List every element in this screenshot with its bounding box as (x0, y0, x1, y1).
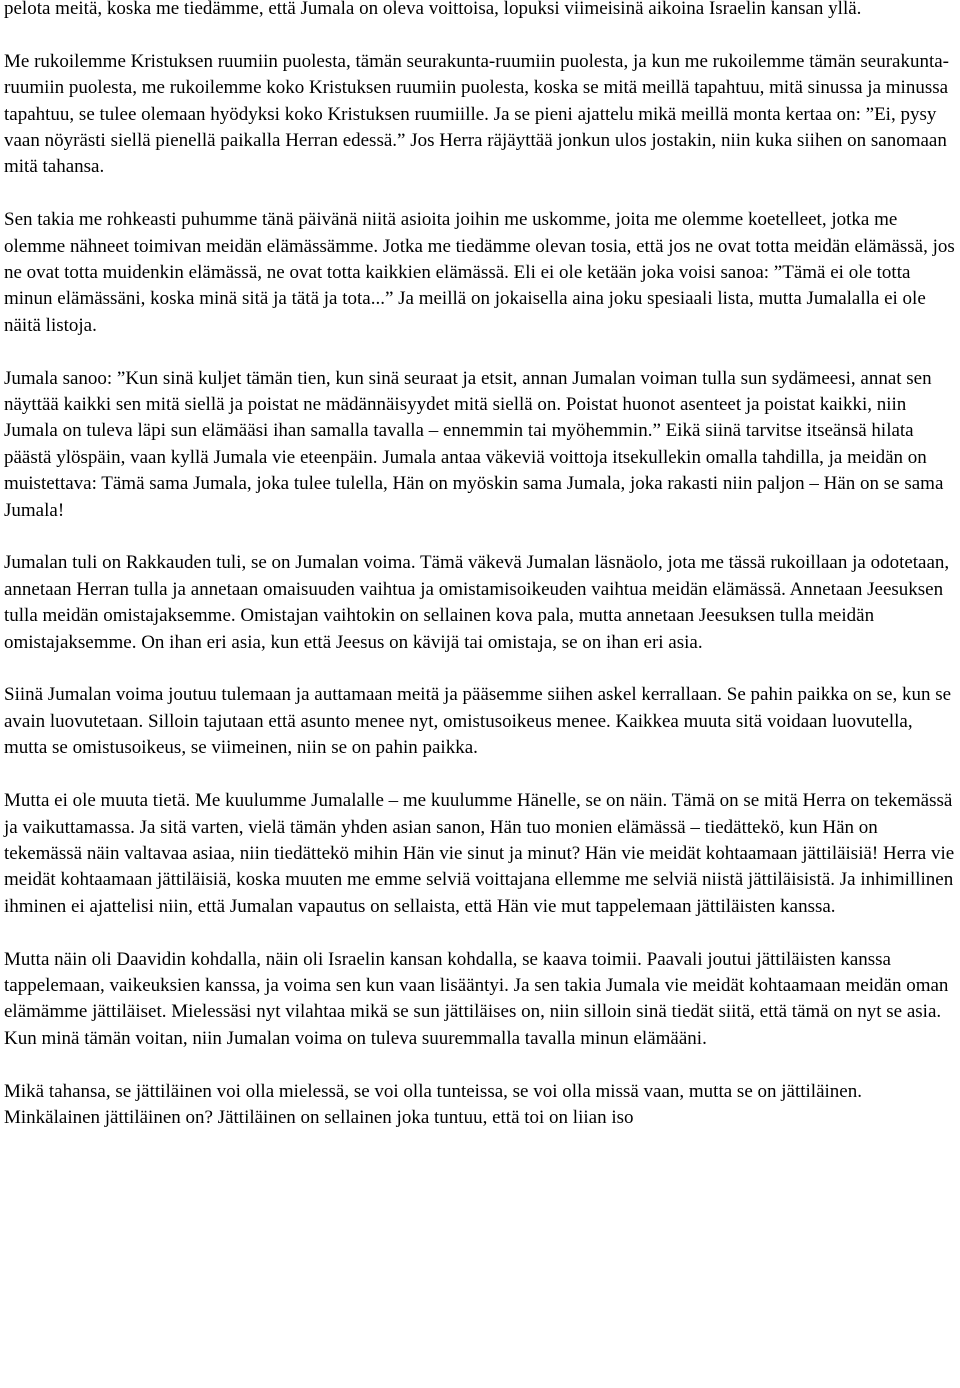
paragraph-1: pelota meitä, koska me tiedämme, että Jumala on oleva voittoisa, lopuksi viimeisinä aikoina Israelin kansan yllä. (4, 0, 862, 19)
paragraph-5: Jumalan tuli on Rakkauden tuli, se on Jumalan voima. Tämä väkevä Jumalan läsnäolo, jota me tässä rukoillaan ja odotetaan, annetaan Herran tulla ja annetaan omaisuuden vaihtua ja omistamisoikeuden vaihtua meidän elämässä. Annetaan Jeesuksen tulla meidän omistajaksemme. Omistajan vaihtokin on sellainen kova pala, mutta annetaan Jeesuksen tulla meidän omistajaksemme. On ihan eri asia, kun että Jeesus on kävijä tai omistaja, se on ihan eri asia. (4, 552, 950, 653)
document-page (4, 0, 956, 1158)
paragraph-2: Me rukoilemme Kristuksen ruumiin puolesta, tämän seurakunta-ruumiin puolesta, ja kun me rukoilemme tämän seurakunta-ruumiin puolesta, me rukoilemme koko Kristuksen ruumiin puolesta, koska se mitä meillä tapahtuu, mitä sinussa ja minussa tapahtuu, se tulee olemaan hyödyksi koko Kristuksen ruumiille. Ja se pieni ajattelu mikä meillä monta kertaa on: ”Ei, pysy vaan nöyrästi siellä pienellä paikalla Herran edessä.” Jos Herra räjäyttää jonkun ulos jostakin, niin kuka siihen on sanomaan mitä tahansa. (4, 50, 950, 178)
paragraph-4: Jumala sanoo: ”Kun sinä kuljet tämän tien, kun sinä seuraat ja etsit, annan Jumalan voiman tulla sun sydämeesi, annat sen näyttää kaikki sen mitä siellä ja poistat ne mädännäisyydet mitä siellä on. Poistat huonot asenteet ja poistat kaikki, niin Jumala on tuleva läpi sun elämääsi ihan samalla tavalla – ennemmin tai myöhemmin.” Eikä siinä tarvitse itseänsä hilata päästä ylöspäin, vaan kyllä Jumala vie eteenpäin. Jumala antaa väkeviä voittoja itsekullekin omalla tahdilla, ja meidän on muistettava: Tämä sama Jumala, joka tulee tulella, Hän on myöskin sama Jumala, joka rakasti niin paljon – Hän on se sama Jumala! (4, 367, 944, 521)
paragraph-6: Siinä Jumalan voima joutuu tulemaan ja auttamaan meitä ja pääsemme siihen askel kerrallaan. Se pahin paikka on se, kun se avain luovutetaan. Silloin tajutaan että asunto menee nyt, omistusoikeus menee. Kaikkea muuta sitä voidaan luovutella, mutta se omistusoikeus, se viimeinen, niin se on pahin paikka. (4, 684, 952, 759)
paragraph-9: Mikä tahansa, se jättiläinen voi olla mielessä, se voi olla tunteissa, se voi olla missä vaan, mutta se on jättiläinen. Minkälainen jättiläinen on? Jättiläinen on sellainen joka tuntuu, että toi on liian iso (4, 1080, 862, 1128)
paragraph-3: Sen takia me rohkeasti puhumme tänä päivänä niitä asioita joihin me uskomme, joita me olemme koetelleet, jotka me olemme nähneet toimivan meidän elämässämme. Jotka me tiedämme olevan tosia, että jos ne ovat totta meidän elämässä, jos ne ovat totta muidenkin elämässä, ne ovat totta kaikkien elämässä. Eli ei ole ketään joka voisi sanoa: ”Tämä ei ole totta minun elämässäni, koska minä sitä ja tätä ja tota...” Ja meillä on jokaisella aina joku spesiaali lista, mutta Jumalalla ei ole näitä listoja. (4, 209, 955, 336)
paragraph-7: Mutta ei ole muuta tietä. Me kuulumme Jumalalle – me kuulumme Hänelle, se on näin. Tämä on se mitä Herra on tekemässä ja vaikuttamassa. Ja sitä varten, vielä tämän yhden asian sanon, Hän tuo monien elämässä – tiedättekö, kun Hän on tekemässä näin valtavaa asiaa, niin tiedättekö mihin Hän vie sinut ja minut? Hän vie meidät kohtaamaan jättiläisiä! Herra vie meidät kohtaamaan jättiläisiä, koska muuten me emme selviä voittajana ellemme me selviä niistä jättiläisistä. Ja inhimillinen ihminen ei ajattelisi niin, että Jumalan vapautus on sellaista, että Hän vie mut tappelemaan jättiläisten kanssa. (4, 790, 955, 917)
paragraph-8: Mutta näin oli Daavidin kohdalla, näin oli Israelin kansan kohdalla, se kaava toimii. Paavali joutui jättiläisten kanssa tappelemaan, vaikeuksien kanssa, ja voima sen kun vaan lisääntyi. Ja sen takia Jumala vie meidät kohtaamaan meidän oman elämämme jättiläiset. Mielessäsi nyt vilahtaa mikä se sun jättiläises on, niin silloin sinä tiedät siitä, että tämä on nyt se asia. Kun minä tämän voitan, niin Jumalan voima on tuleva suuremmalla tavalla minun elämääni. (4, 948, 949, 1049)
